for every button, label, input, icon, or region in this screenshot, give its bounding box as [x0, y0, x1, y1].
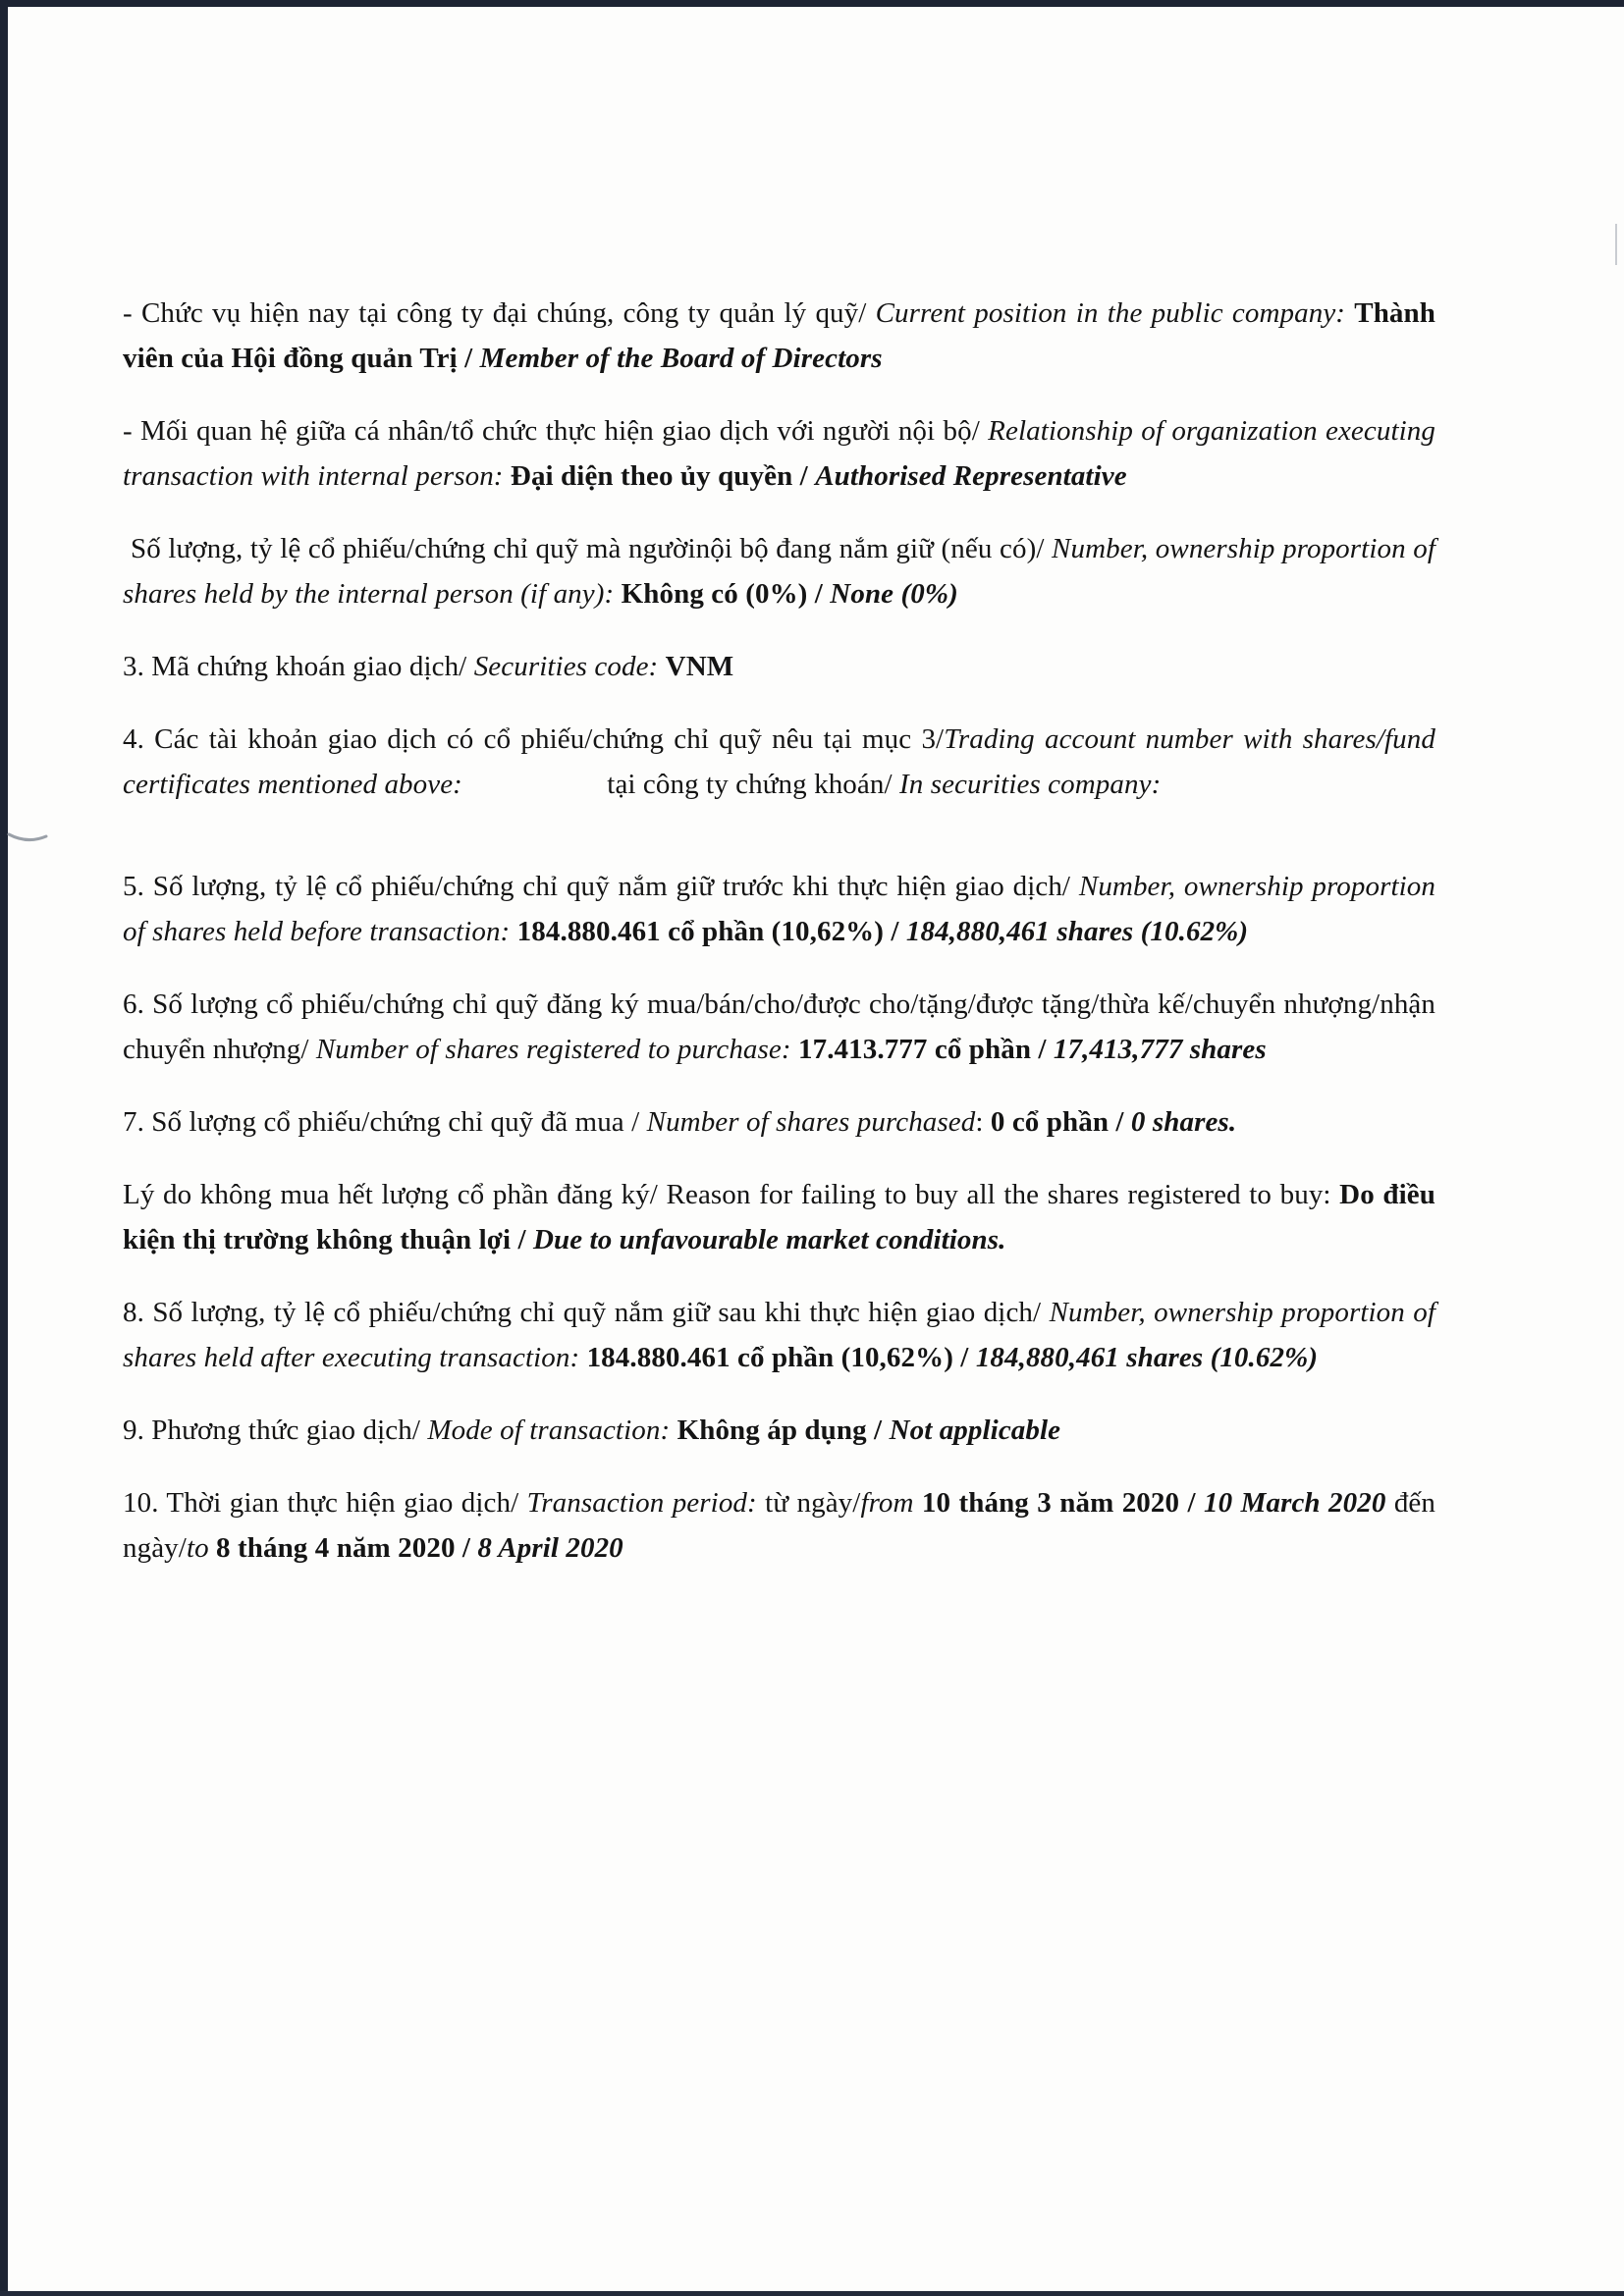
text-segment: 3. Mã chứng khoán giao dịch/ — [123, 651, 474, 682]
text-segment: đến ngày/ — [123, 1487, 1435, 1564]
item-5-shares-held-before-transaction — [123, 864, 1435, 954]
item-4-trading-accounts — [123, 717, 1435, 807]
scan-edge-left — [0, 0, 8, 2296]
text-segment: 184,880,461 shares (10.62%) — [975, 1342, 1319, 1373]
text-segment: Number of shares purchased — [646, 1106, 976, 1138]
text-segment: Member of the Board of Directors — [479, 343, 883, 374]
text-segment: : — [975, 1106, 991, 1138]
scan-artifact-left-dash — [7, 829, 48, 850]
text-segment: 10. Thời gian thực hiện giao dịch/ — [123, 1487, 527, 1519]
text-segment: 10 tháng 3 năm 2020 / — [921, 1487, 1205, 1519]
text-segment: None (0%) — [830, 578, 958, 610]
text-segment: Authorised Representative — [815, 460, 1127, 492]
text-segment: Number, ownership proportion of shares held before transaction: — [123, 871, 1435, 947]
text-segment: 8. Số lượng, tỷ lệ cổ phiếu/chứng chỉ quỹ nắm giữ sau khi thực hiện giao dịch/ — [123, 1297, 1050, 1328]
document-body — [123, 291, 1435, 1598]
text-segment: 17,413,777 shares — [1053, 1034, 1267, 1065]
item-3-securities-code — [123, 644, 1435, 689]
text-segment: 10 March 2020 — [1204, 1487, 1394, 1519]
text-segment: Trading account number with shares/fund certificates mentioned above: — [123, 723, 1435, 800]
item-10-transaction-period — [123, 1480, 1435, 1571]
text-segment: Relationship of organization executing transaction with internal person: — [123, 415, 1435, 492]
text-segment: 8 April 2020 — [477, 1532, 623, 1564]
para-shares-held-by-internal-person — [123, 526, 1435, 616]
text-segment: 17.413.777 cổ phần / — [798, 1034, 1054, 1065]
item-9-mode-of-transaction — [123, 1408, 1435, 1453]
scan-edge-bottom — [0, 2291, 1624, 2296]
para-relationship-with-internal-person — [123, 408, 1435, 499]
text-segment: 9. Phương thức giao dịch/ — [123, 1415, 428, 1446]
text-segment: Thành viên của Hội đồng quản Trị / — [123, 297, 1435, 374]
text-segment: from — [860, 1487, 922, 1519]
text-segment: Do điều kiện thị trường không thuận lợi / — [123, 1179, 1435, 1255]
text-segment: 0 cổ phần / — [990, 1106, 1131, 1138]
text-segment: 5. Số lượng, tỷ lệ cổ phiếu/chứng chỉ quỹ nắm giữ trước khi thực hiện giao dịch/ — [123, 871, 1079, 902]
item-6-shares-registered-to-purchase — [123, 982, 1435, 1072]
text-segment: 4. Các tài khoản giao dịch có cổ phiếu/chứng chỉ quỹ nêu tại mục 3/ — [123, 723, 945, 755]
scan-edge-top — [0, 0, 1624, 7]
text-segment: 184.880.461 cổ phần (10,62%) / — [586, 1342, 976, 1373]
text-segment: - Chức vụ hiện nay tại công ty đại chúng, công ty quản lý quỹ/ — [123, 297, 876, 329]
text-segment: Number of shares registered to purchase: — [315, 1034, 798, 1065]
text-segment: Number, ownership proportion of shares held by the internal person (if any): — [123, 533, 1435, 610]
text-segment: Not applicable — [889, 1415, 1061, 1446]
text-segment: Securities code: — [473, 651, 666, 682]
blank-field — [469, 792, 607, 793]
para-current-position — [123, 291, 1435, 381]
text-segment: to — [186, 1532, 217, 1564]
text-segment: 0 shares. — [1130, 1106, 1237, 1138]
item-7-shares-purchased — [123, 1099, 1435, 1145]
text-segment: 7. Số lượng cổ phiếu/chứng chỉ quỹ đã mua / — [123, 1106, 647, 1138]
text-segment: Current position in the public company: — [875, 297, 1355, 329]
text-segment: - Mối quan hệ giữa cá nhân/tổ chức thực hiện giao dịch với người nội bộ/ — [123, 415, 989, 447]
text-segment: In securities company: — [898, 769, 1162, 800]
text-segment: Transaction period: — [526, 1487, 766, 1519]
text-segment: 184,880,461 shares (10.62%) — [905, 916, 1249, 947]
curved-dash-icon — [7, 829, 48, 845]
text-segment: 184.880.461 cổ phần (10,62%) / — [516, 916, 906, 947]
text-segment: Mode of transaction: — [427, 1415, 677, 1446]
text-segment: Không có (0%) / — [621, 578, 831, 610]
para-reason-for-not-buying — [123, 1172, 1435, 1262]
text-segment: Number, ownership proportion of shares held after executing transaction: — [123, 1297, 1435, 1373]
text-segment: Lý do không mua hết lượng cổ phần đăng ký/ Reason for failing to buy all the shares registered to buy: — [123, 1179, 1340, 1210]
text-segment: Không áp dụng / — [677, 1415, 890, 1446]
text-segment: Đại diện theo ủy quyền / — [510, 460, 816, 492]
text-segment: 6. Số lượng cổ phiếu/chứng chỉ quỹ đăng ký mua/bán/cho/được cho/tặng/được tặng/thừa kế/chuyển nhượng/nhận chuyển nhượng/ — [123, 988, 1435, 1065]
text-segment: Due to unfavourable market conditions. — [532, 1224, 1006, 1255]
text-segment: VNM — [665, 651, 734, 682]
item-8-shares-held-after-transaction — [123, 1290, 1435, 1380]
text-segment: tại công ty chứng khoán/ — [607, 769, 899, 800]
text-segment: Số lượng, tỷ lệ cổ phiếu/chứng chỉ quỹ mà ngườinội bộ đang nắm giữ (nếu có)/ — [131, 533, 1053, 564]
text-segment: từ ngày/ — [765, 1487, 861, 1519]
scan-artifact-right-line — [1615, 224, 1617, 265]
text-segment: 8 tháng 4 năm 2020 / — [216, 1532, 478, 1564]
